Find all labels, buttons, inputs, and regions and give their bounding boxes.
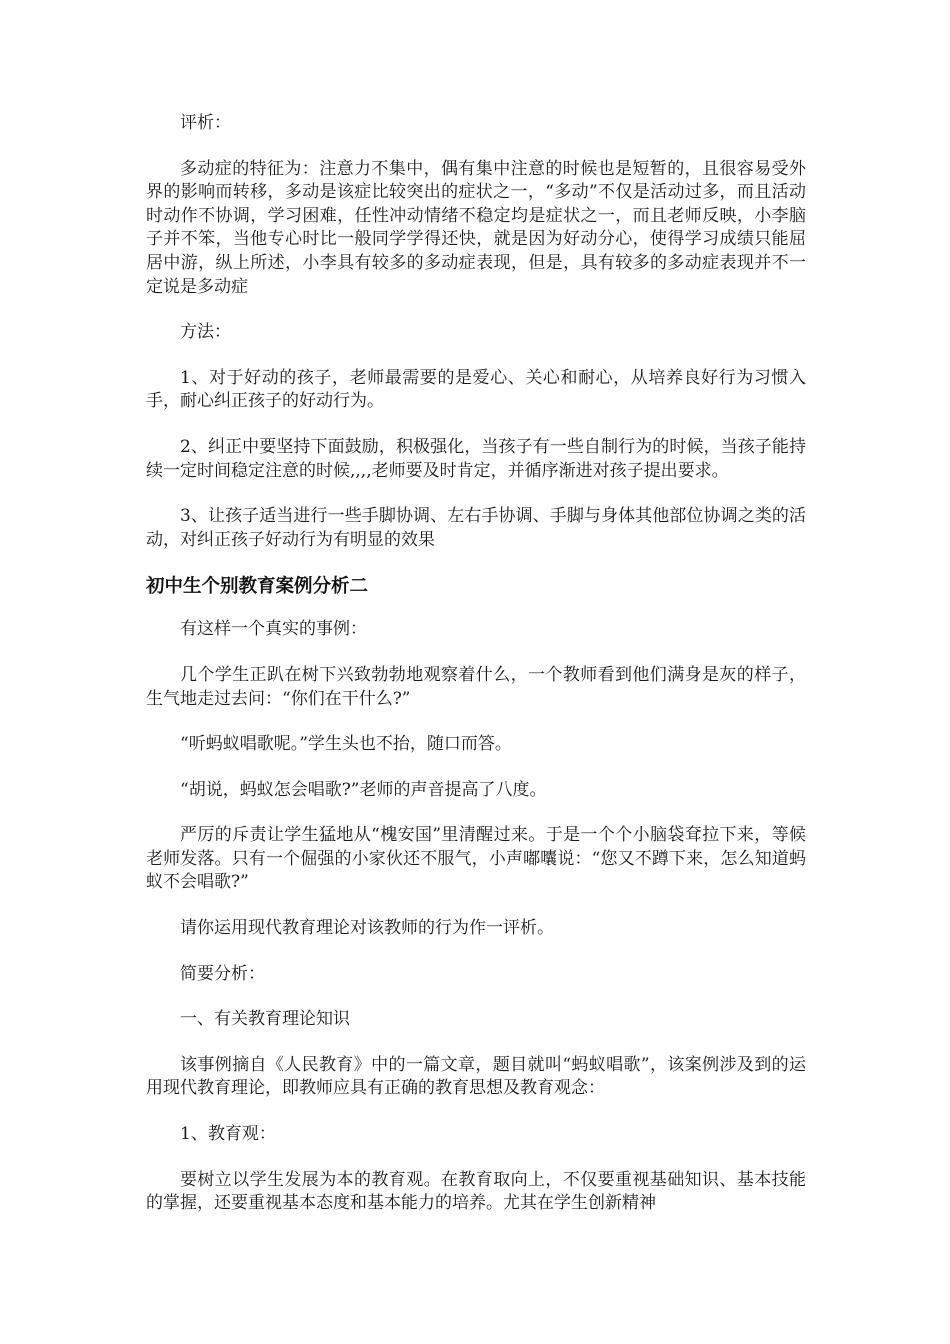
paragraph-intro: 有这样一个真实的事例： <box>180 619 367 640</box>
label-evaluation: 评析： <box>180 113 231 133</box>
label-methods: 方法： <box>180 322 231 343</box>
paragraph-hyperactivity-features: 多动症的特征为：注意力不集中，偶有集中注意的时候也是短暂的，且很容易受外界的影响而转移，多动是该症比较突出的症状之一，“多动”不仅是活动过多，而且活动时动作不协调，学习困难，任性冲动情绪不稳定均是症状之一，而且老师反映，小李脑子并不笨，当他专心时比一般同学学得还快，就是因为好动分心，使得学习成绩只能屈居中游，纵上所述，小李具有较多的多动症表现，但是，具有较多的多动症表现并不一定说是多动症 <box>146 158 806 297</box>
label-brief-analysis: 简要分析： <box>180 963 265 984</box>
paragraph-story-1: 几个学生正趴在树下兴致勃勃地观察着什么，一个教师看到他们满身是灰的样子，生气地走过去问：“你们在干什么?” <box>146 664 806 709</box>
document-page <box>146 112 806 1238</box>
case-one-analysis <box>146 112 806 552</box>
section-heading: 初中生个别教育案例分析二 <box>146 576 369 598</box>
paragraph-source: 该事例摘自《人民教育》中的一篇文章，题目就叫“蚂蚁唱歌”，该案例涉及到的运用现代教育理论，即教师应具有正确的教育思想及教育观念： <box>146 1054 806 1099</box>
method-item-1: 1、对于好动的孩子，老师最需要的是爱心、关心和耐心，从培养良好行为习惯入手，耐心纠正孩子的好动行为。 <box>146 367 806 412</box>
paragraph-education-view: 要树立以学生发展为本的教育观。在教育取向上，不仅要重视基础知识、基本技能的掌握，还要重视基本态度和基本能力的培养。尤其在学生创新精神 <box>146 1169 806 1214</box>
method-item-2: 2、纠正中要坚持下面鼓励，积极强化，当孩子有一些自制行为的时候，当孩子能持续一定时间稳定注意的时候,,,,老师要及时肯定，并循序渐进对孩子提出要求。 <box>146 436 806 481</box>
case-two-analysis <box>146 574 806 1216</box>
paragraph-story-3: “胡说，蚂蚁怎会唱歌?”老师的声音提高了八度。 <box>180 779 547 800</box>
subheading-theory: 一、有关教育理论知识 <box>180 1009 350 1030</box>
paragraph-question: 请你运用现代教育理论对该教师的行为作一评析。 <box>180 918 554 939</box>
method-item-3: 3、让孩子适当进行一些手脚协调、左右手协调、手脚与身体其他部位协调之类的活动，对纠正孩子好动行为有明显的效果 <box>146 506 806 550</box>
paragraph-story-4: 严厉的斥责让学生猛地从“槐安国”里清醒过来。于是一个个小脑袋耷拉下来，等候老师发落。只有一个倔强的小家伙还不服气，小声嘟囔说：“您又不蹲下来，怎么知道蚂蚁不会唱歌?” <box>146 825 806 893</box>
subheading-education-view: 1、教育观： <box>180 1124 276 1145</box>
paragraph-story-2: “听蚂蚁唱歌呢。”学生头也不抬，随口而答。 <box>180 734 512 755</box>
